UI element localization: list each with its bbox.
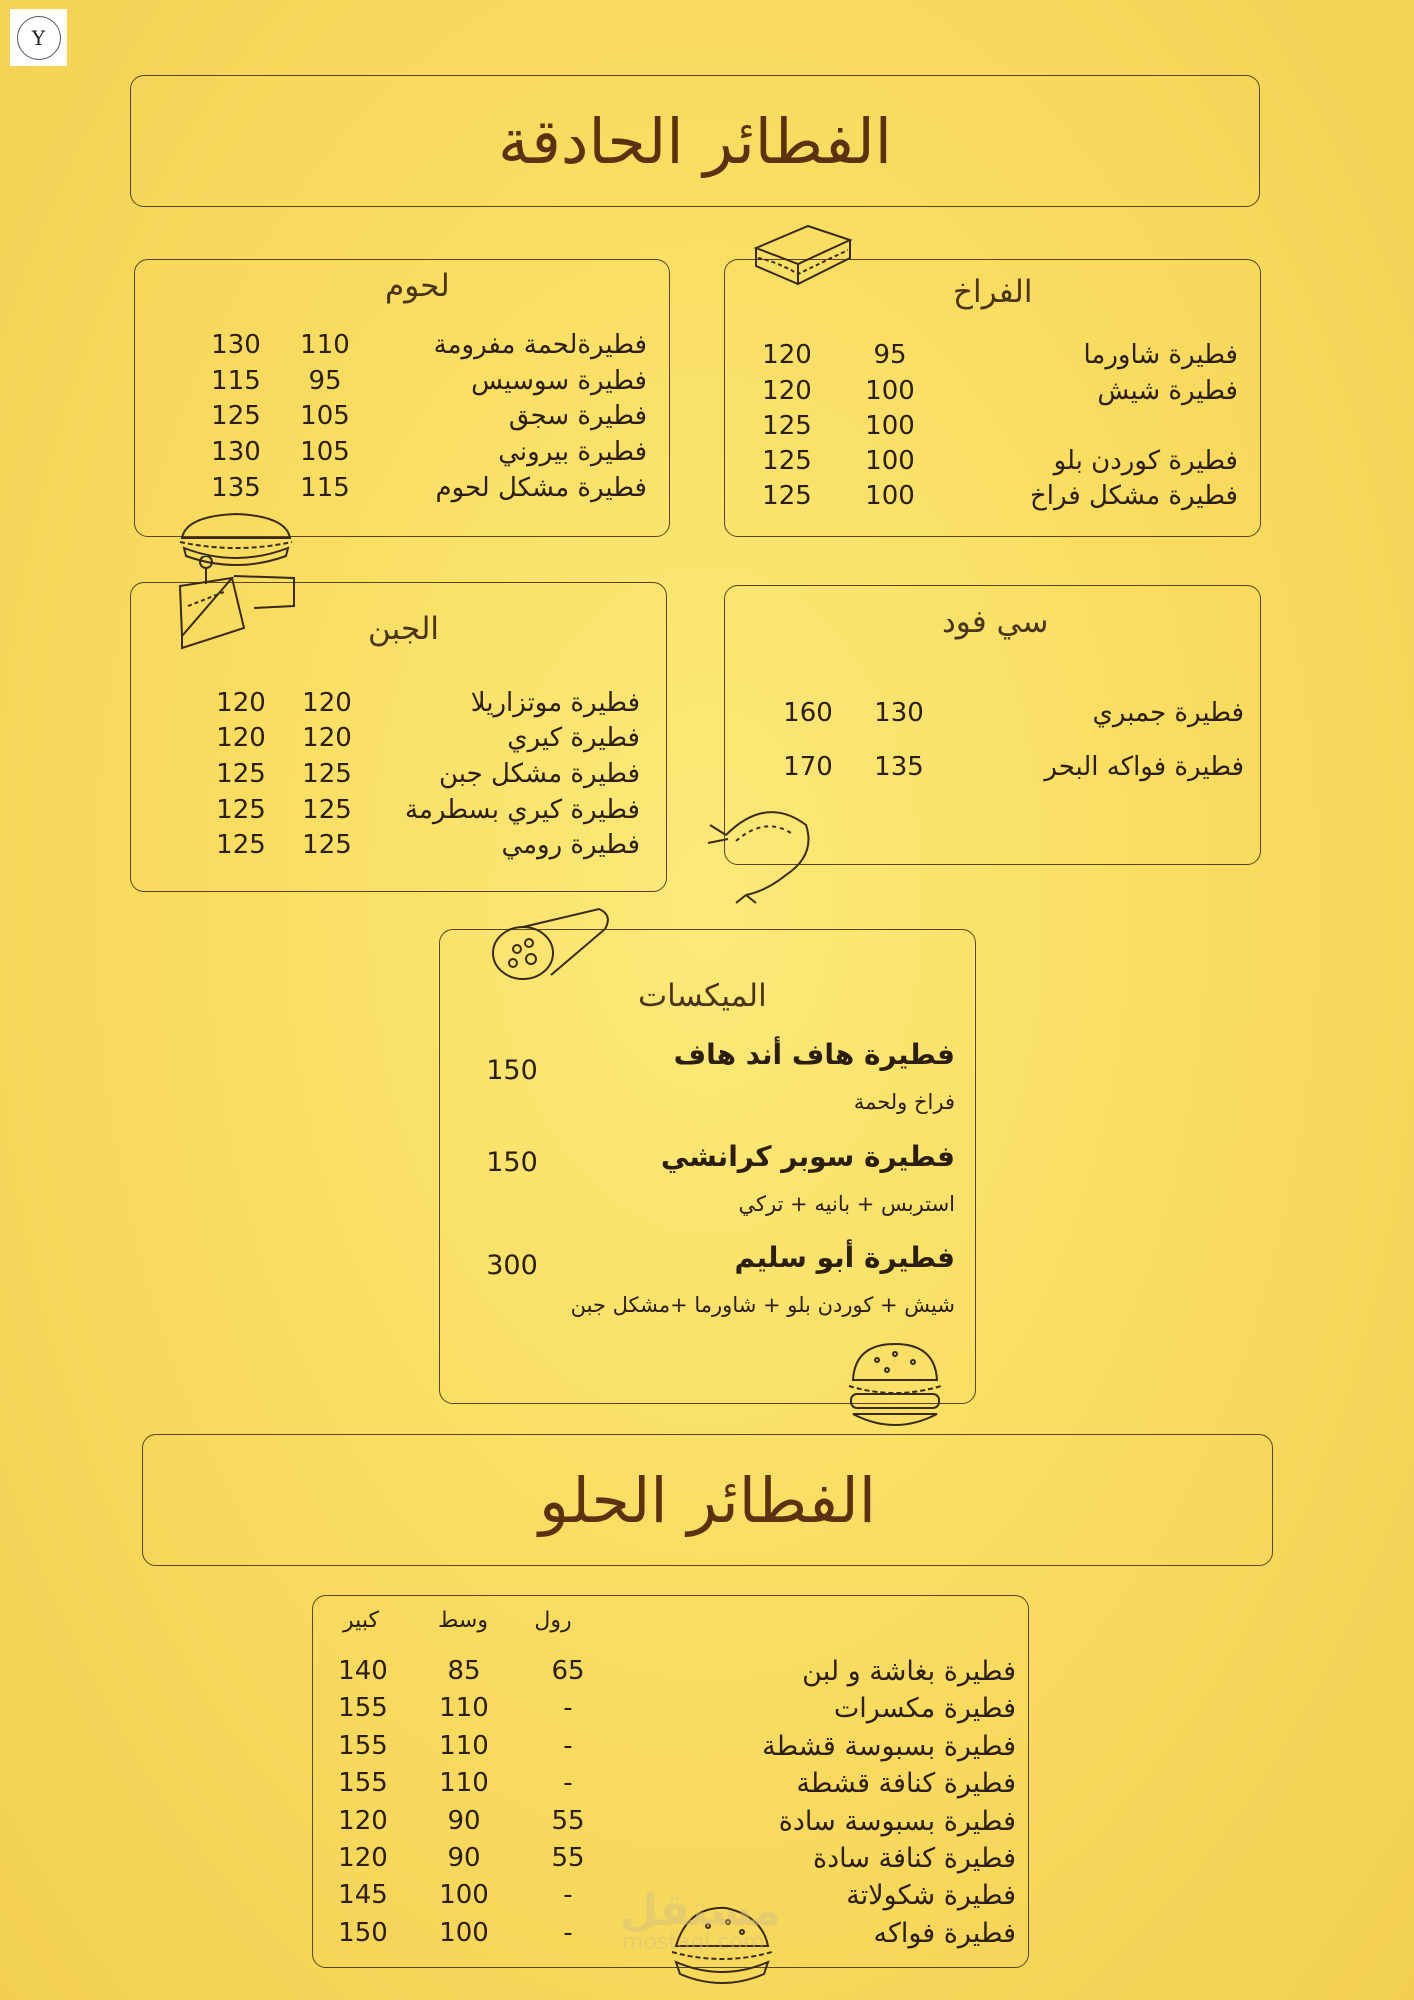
menu-row (313, 1731, 1028, 1767)
price-roll: - (563, 1693, 573, 1723)
mix-item-name: فطيرة هاف أند هاف (673, 1038, 955, 1071)
price-medium: 110 (439, 1768, 489, 1798)
item-name: فطيرة مشكل جبن (439, 759, 640, 789)
price-roll: - (563, 1731, 573, 1761)
item-name: فطيرة كنافة قشطة (796, 1768, 1016, 1799)
price-medium: 125 (302, 795, 352, 825)
item-name: فطيرة مشكل لحوم (435, 473, 647, 503)
savory-title: الفطائر الحادقة (498, 104, 892, 178)
sweet-banner (142, 1434, 1273, 1566)
price-large: 125 (762, 481, 812, 511)
item-name: فطيرةلحمة مفرومة (433, 330, 647, 360)
item-name: فطيرة مكسرات (833, 1693, 1016, 1724)
price-medium: 85 (447, 1656, 481, 1686)
menu-row (725, 411, 1260, 447)
price-large: 120 (762, 340, 812, 370)
price-medium: 90 (447, 1806, 481, 1836)
item-name: فطيرة مشكل فراخ (1029, 481, 1238, 511)
price-large: 115 (211, 366, 261, 396)
meat-section (134, 259, 670, 537)
price-large: 125 (216, 759, 266, 789)
price-large: 155 (338, 1768, 388, 1798)
price-medium: 100 (865, 446, 915, 476)
sandwich-icon (748, 218, 858, 298)
price-medium: 125 (302, 759, 352, 789)
mix-item-price: 150 (486, 1147, 538, 1178)
price-large: 125 (211, 401, 261, 431)
watermark: مستقل (620, 1885, 781, 1936)
watermark-url: mostaql.com (622, 1930, 765, 1955)
menu-row (135, 366, 669, 402)
menu-row (725, 376, 1260, 412)
price-medium: 100 (865, 411, 915, 441)
mix-item-name: فطيرة سوبر كرانشي (660, 1140, 955, 1173)
brand-logo (10, 9, 67, 66)
item-name: فطيرة سوسيس (471, 366, 647, 396)
price-large: 155 (338, 1693, 388, 1723)
price-large: 155 (338, 1731, 388, 1761)
price-large: 160 (783, 698, 833, 728)
savory-banner (130, 75, 1260, 207)
price-medium: 110 (439, 1693, 489, 1723)
item-name: فطيرة موتزاريلا (470, 688, 640, 718)
mix-item-desc: استربس + بانيه + تركي (738, 1192, 955, 1216)
menu-row (135, 437, 669, 473)
mix-item-desc: فراخ ولحمة (853, 1090, 955, 1114)
sweet-title: الفطائر الحلو (538, 1463, 877, 1537)
item-name: فطيرة شيش (1097, 376, 1238, 406)
shrimp-icon (706, 795, 826, 905)
price-large: 120 (338, 1806, 388, 1836)
menu-row (313, 1656, 1028, 1692)
price-medium: 135 (874, 752, 924, 782)
price-large: 135 (211, 473, 261, 503)
price-medium: 100 (865, 376, 915, 406)
logo-mark: Y (17, 16, 61, 60)
price-large: 120 (216, 688, 266, 718)
menu-row (131, 688, 666, 724)
price-roll: - (563, 1918, 573, 1948)
mix-item-desc: شيش + كوردن بلو + شاورما +مشكل جبن (570, 1293, 955, 1317)
header-large: كبير (343, 1608, 379, 1633)
price-roll: 55 (551, 1843, 585, 1873)
cheese-title: الجبن (368, 611, 440, 647)
price-large: 120 (762, 376, 812, 406)
price-large: 130 (211, 437, 261, 467)
item-name: فطيرة بسبوسة قشطة (762, 1731, 1016, 1762)
menu-row (725, 446, 1260, 482)
price-large: 120 (338, 1843, 388, 1873)
header-medium: وسط (438, 1608, 488, 1633)
item-name: فطيرة سجق (508, 401, 647, 431)
seafood-title: سي فود (942, 604, 1049, 640)
item-name: فطيرة كنافة سادة (812, 1843, 1016, 1874)
price-roll: - (563, 1880, 573, 1910)
menu-row (135, 330, 669, 366)
triangle-sandwich-icon (174, 556, 304, 650)
price-medium: 100 (439, 1880, 489, 1910)
price-large: 150 (338, 1918, 388, 1948)
menu-row (131, 795, 666, 831)
burger-icon (843, 1340, 947, 1436)
item-name: فطيرة جمبري (1092, 698, 1244, 728)
menu-row (725, 340, 1260, 376)
price-medium: 90 (447, 1843, 481, 1873)
item-name: فطيرة بغاشة و لبن (802, 1656, 1016, 1687)
mix-item-name: فطيرة أبو سليم (734, 1241, 955, 1274)
item-name: فطيرة شاورما (1083, 340, 1238, 370)
menu-row (313, 1768, 1028, 1804)
header-roll: رول (534, 1608, 572, 1633)
price-medium: 110 (439, 1731, 489, 1761)
price-large: 125 (762, 446, 812, 476)
menu-row (131, 830, 666, 866)
menu-row (313, 1806, 1028, 1842)
price-medium: 100 (439, 1918, 489, 1948)
price-medium: 95 (308, 366, 342, 396)
menu-row (313, 1693, 1028, 1729)
item-name: فطيرة بيروني (498, 437, 647, 467)
mix-item-price: 150 (486, 1055, 538, 1086)
price-large: 145 (338, 1880, 388, 1910)
price-roll: - (563, 1768, 573, 1798)
price-large: 140 (338, 1656, 388, 1686)
menu-row (131, 723, 666, 759)
price-large: 125 (216, 830, 266, 860)
item-name: فطيرة فواكه البحر (1044, 752, 1244, 782)
price-medium: 105 (300, 437, 350, 467)
item-name: فطيرة كيري بسطرمة (405, 795, 640, 825)
mixes-section (439, 929, 976, 1404)
price-medium: 120 (302, 723, 352, 753)
item-name: فطيرة كيري (507, 723, 640, 753)
price-medium: 105 (300, 401, 350, 431)
price-medium: 125 (302, 830, 352, 860)
price-large: 120 (216, 723, 266, 753)
menu-row (725, 752, 1260, 788)
menu-row (135, 473, 669, 509)
chicken-title: الفراخ (953, 274, 1033, 310)
price-large: 170 (783, 752, 833, 782)
price-medium: 110 (300, 330, 350, 360)
item-name: فطيرة بسبوسة سادة (778, 1806, 1016, 1837)
item-name: فطيرة كوردن بلو (1053, 446, 1238, 476)
wrap-icon (489, 901, 613, 983)
price-large: 130 (211, 330, 261, 360)
item-name: فطيرة فواكه (873, 1918, 1016, 1949)
price-roll: 65 (551, 1656, 585, 1686)
menu-row (131, 759, 666, 795)
menu-row (313, 1843, 1028, 1879)
price-large: 125 (216, 795, 266, 825)
price-medium: 100 (865, 481, 915, 511)
item-name: فطيرة شكولاتة (846, 1880, 1016, 1911)
menu-row (725, 481, 1260, 517)
price-medium: 95 (873, 340, 907, 370)
meat-title: لحوم (385, 268, 450, 304)
price-medium: 130 (874, 698, 924, 728)
price-roll: 55 (551, 1806, 585, 1836)
price-medium: 120 (302, 688, 352, 718)
menu-row (135, 401, 669, 437)
price-large: 125 (762, 411, 812, 441)
item-name: فطيرة رومي (501, 830, 640, 860)
price-medium: 115 (300, 473, 350, 503)
mixes-title: الميكسات (638, 978, 767, 1014)
menu-row (725, 698, 1260, 734)
chicken-section (724, 259, 1261, 537)
mix-item-price: 300 (486, 1250, 538, 1281)
